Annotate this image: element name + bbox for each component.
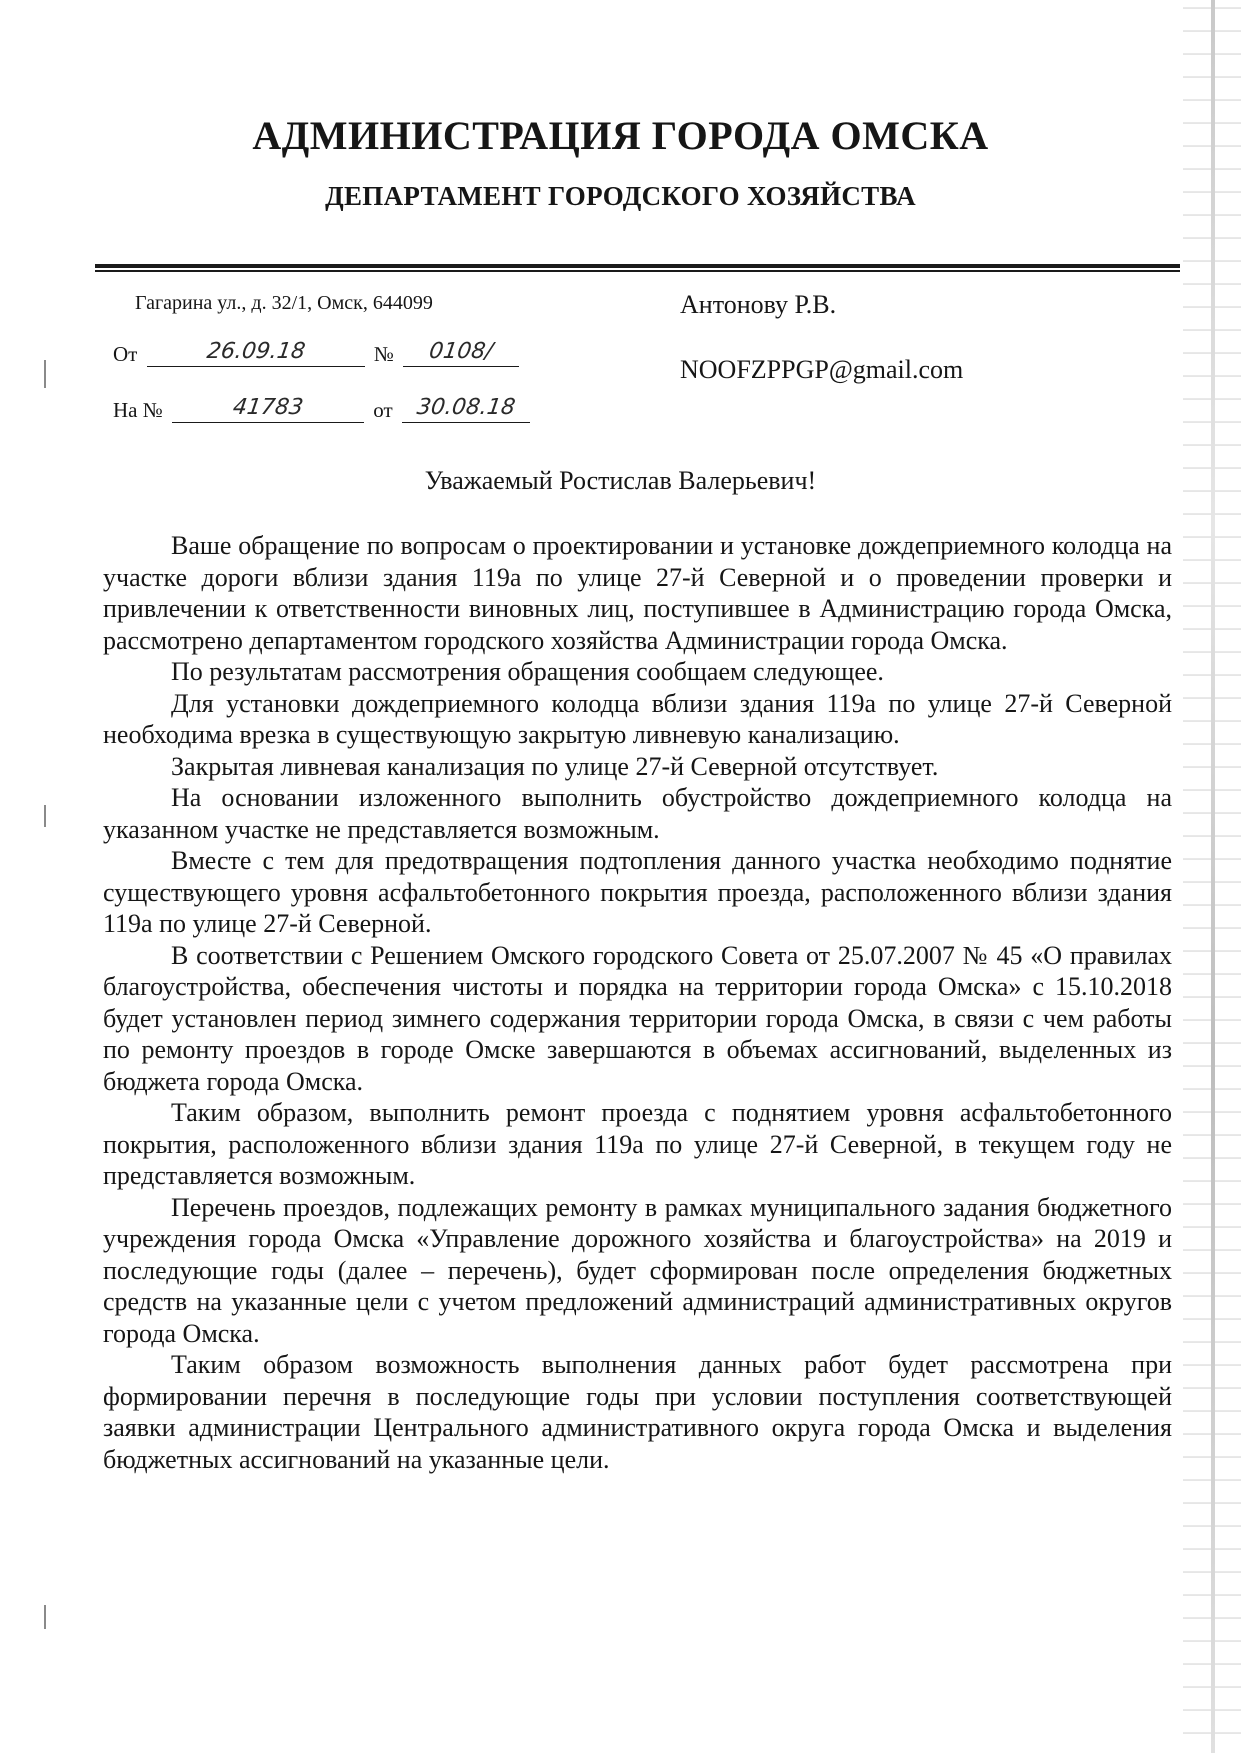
recipient-name: Антонову Р.В. xyxy=(680,290,837,319)
outgoing-reference-row xyxy=(113,340,523,367)
number-label: № xyxy=(373,342,394,366)
scan-mark xyxy=(44,805,46,827)
reply-number-field xyxy=(172,396,364,423)
page-title: АДМИНИСТРАЦИЯ ГОРОДА ОМСКА xyxy=(252,113,989,158)
body-paragraph: Ваше обращение по вопросам о проектировании и установке дождеприемного колодца на участке дороги вблизи здания 119а по улице 27-й Северной и о проведении проверки и привлечении к ответственности виновных лиц, поступившее в Администрацию города Омска, рассмотрено департаментом городского хозяйства Администрации города Омска. xyxy=(103,531,1172,655)
outgoing-number-value: 0108/ xyxy=(427,339,495,364)
outgoing-date-value: 26.09.18 xyxy=(204,339,307,364)
outgoing-number-field xyxy=(403,340,519,367)
recipient-email: NOOFZPPGP@gmail.com xyxy=(680,355,964,384)
reply-number-label: На № xyxy=(113,398,163,422)
body-paragraph: В соответствии с Решением Омского городского Совета от 25.07.2007 № 45 «О правилах благоустройства, обеспечения чистоты и порядка на территории города Омска» с 15.10.2018 будет установлен период зимнего содержания территории города Омска, в связи с чем работы по ремонту проездов в городе Омске завершаются в объемах ассигнований, выделенных из бюджета города Омска. xyxy=(103,940,1172,1096)
body-paragraph: На основании изложенного выполнить обустройство дождеприемного колодца на указанном участке не представляется возможным. xyxy=(103,783,1172,844)
body-paragraph: По результатам рассмотрения обращения сообщаем следующее. xyxy=(171,657,884,686)
incoming-reference-row xyxy=(113,396,534,423)
body-paragraph: Для установки дождеприемного колодца вблизи здания 119а по улице 27-й Северной необходима врезка в существующую закрытую ливневую канализацию. xyxy=(103,688,1172,749)
scan-mark xyxy=(44,360,46,388)
reply-date-field xyxy=(402,396,530,423)
sender-address: Гагарина ул., д. 32/1, Омск, 644099 xyxy=(135,292,433,314)
body-paragraph: Перечень проездов, подлежащих ремонту в рамках муниципального задания бюджетного учреждения города Омска «Управление дорожного хозяйства и благоустройства» на 2019 и последующие годы (далее – перечень), будет сформирован после определения бюджетных средств на указанные цели с учетом предложений администраций административных округов города Омска. xyxy=(103,1192,1172,1348)
header-divider-thin xyxy=(95,270,1180,272)
scan-edge-line xyxy=(1211,0,1215,1753)
outgoing-date-field xyxy=(147,340,365,367)
body-paragraph: Вместе с тем для предотвращения подтопления данного участка необходимо поднятие существующего уровня асфальтобетонного покрытия проезда, расположенного вблизи здания 119а по улице 27-й Северной. xyxy=(103,846,1172,938)
body-paragraph: Таким образом, выполнить ремонт проезда с поднятием уровня асфальтобетонного покрытия, расположенного вблизи здания 119а по улице 27-й Северной, в текущем году не представляется возможным. xyxy=(103,1098,1172,1190)
body-paragraph: Закрытая ливневая канализация по улице 27-й Северной отсутствует. xyxy=(171,751,939,781)
reply-number-value: 41783 xyxy=(231,395,305,420)
reply-date-label: от xyxy=(373,398,393,422)
letter-body xyxy=(103,530,1172,1475)
scan-mark xyxy=(44,1605,46,1629)
page-subtitle: ДЕПАРТАМЕНТ ГОРОДСКОГО ХОЗЯЙСТВА xyxy=(325,181,916,211)
body-paragraph: Таким образом возможность выполнения данных работ будет рассмотрена при формировании перечня в последующие годы при условии поступления соответствующей заявки администрации Центрального административного округа города Омска и выделения бюджетных ассигнований на указанные цели. xyxy=(103,1350,1172,1474)
salutation: Уважаемый Ростислав Валерьевич! xyxy=(424,466,817,495)
from-label: От xyxy=(113,342,138,366)
header-divider xyxy=(95,264,1180,268)
reply-date-value: 30.08.18 xyxy=(415,395,517,420)
